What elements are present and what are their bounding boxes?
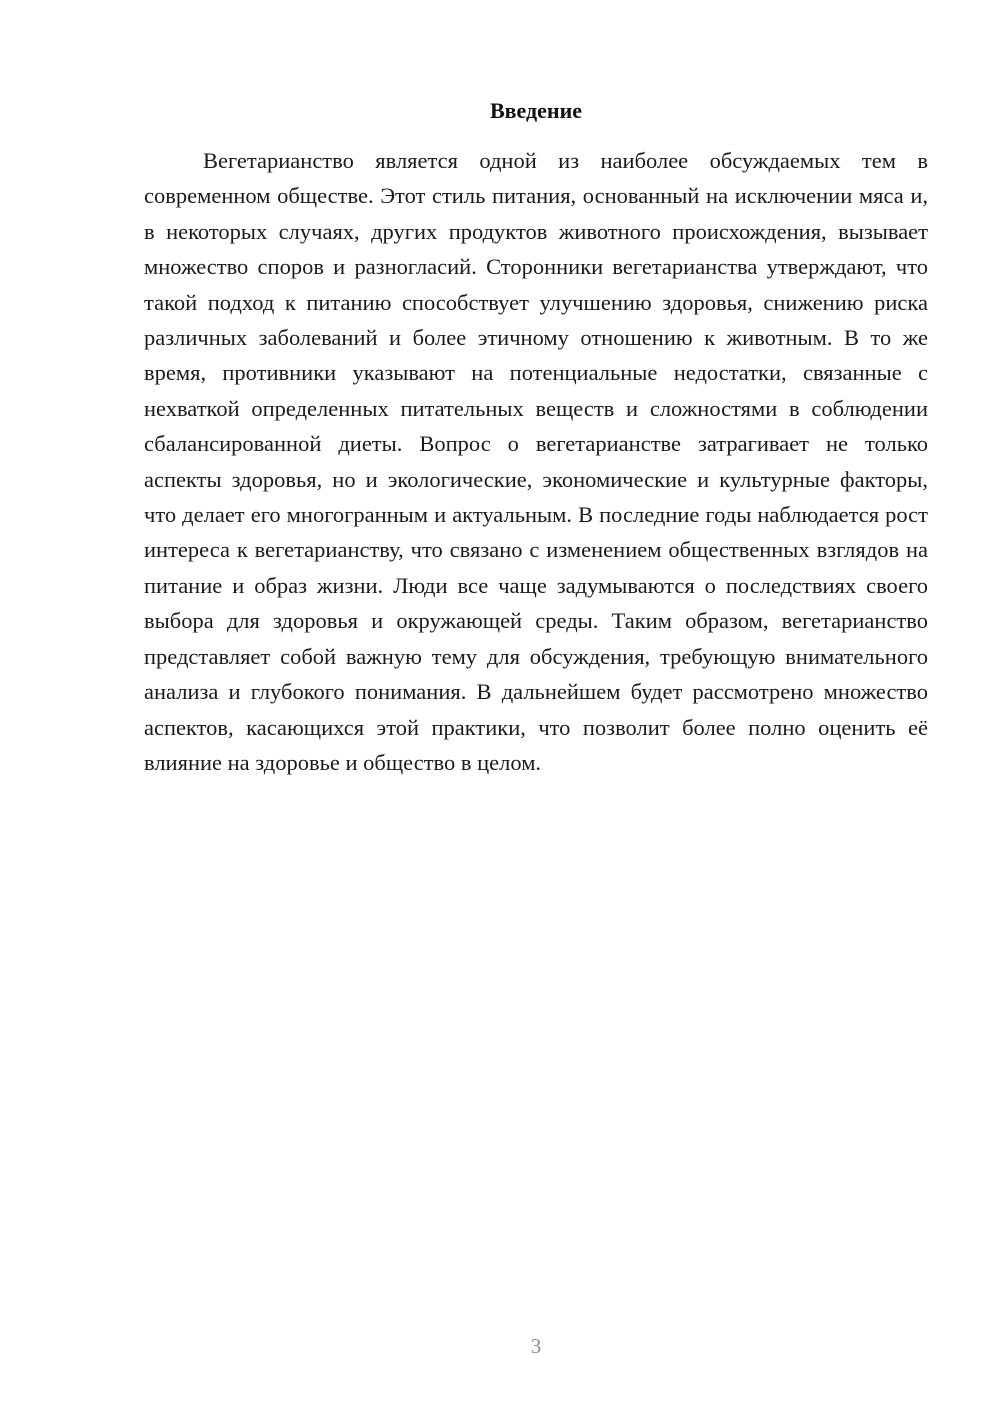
section-heading: Введение xyxy=(489,98,583,123)
page-number: 3 xyxy=(530,1334,542,1358)
body-paragraph: Вегетарианство является одной из наиболее обсуждаемых тем в современном обществе. Этот стиль питания, основанный на исключении мяса и, в некоторых случаях, других продуктов животного происхождения, вызывает множество споров и разногласий. Сторонники вегетарианства утверждают, что такой подход к питанию способствует улучшению здоровья, снижению риска различных заболеваний и более этичному отношению к животным. В то же время, противники указывают на потенциальные недостатки, связанные с нехваткой определенных питательных веществ и сложностями в соблюдении сбалансированной диеты. Вопрос о вегетарианстве затрагивает не только аспекты здоровья, но и экологические, экономические и культурные факторы, что делает его многогранным и актуальным. В последние годы наблюдается рост интереса к вегетарианству, что связано с изменением общественных взглядов на питание и образ жизни. Люди все чаще задумываются о последствиях своего выбора для здоровья и окружающей среды. Таким образом, вегетарианство представляет собой важную тему для обсуждения, требующую внимательного анализа и глубокого понимания. В дальнейшем будет рассмотрено множество аспектов, касающихся этой практики, что позволит более полно оценить её влияние на здоровье и общество в целом. xyxy=(144,148,928,775)
